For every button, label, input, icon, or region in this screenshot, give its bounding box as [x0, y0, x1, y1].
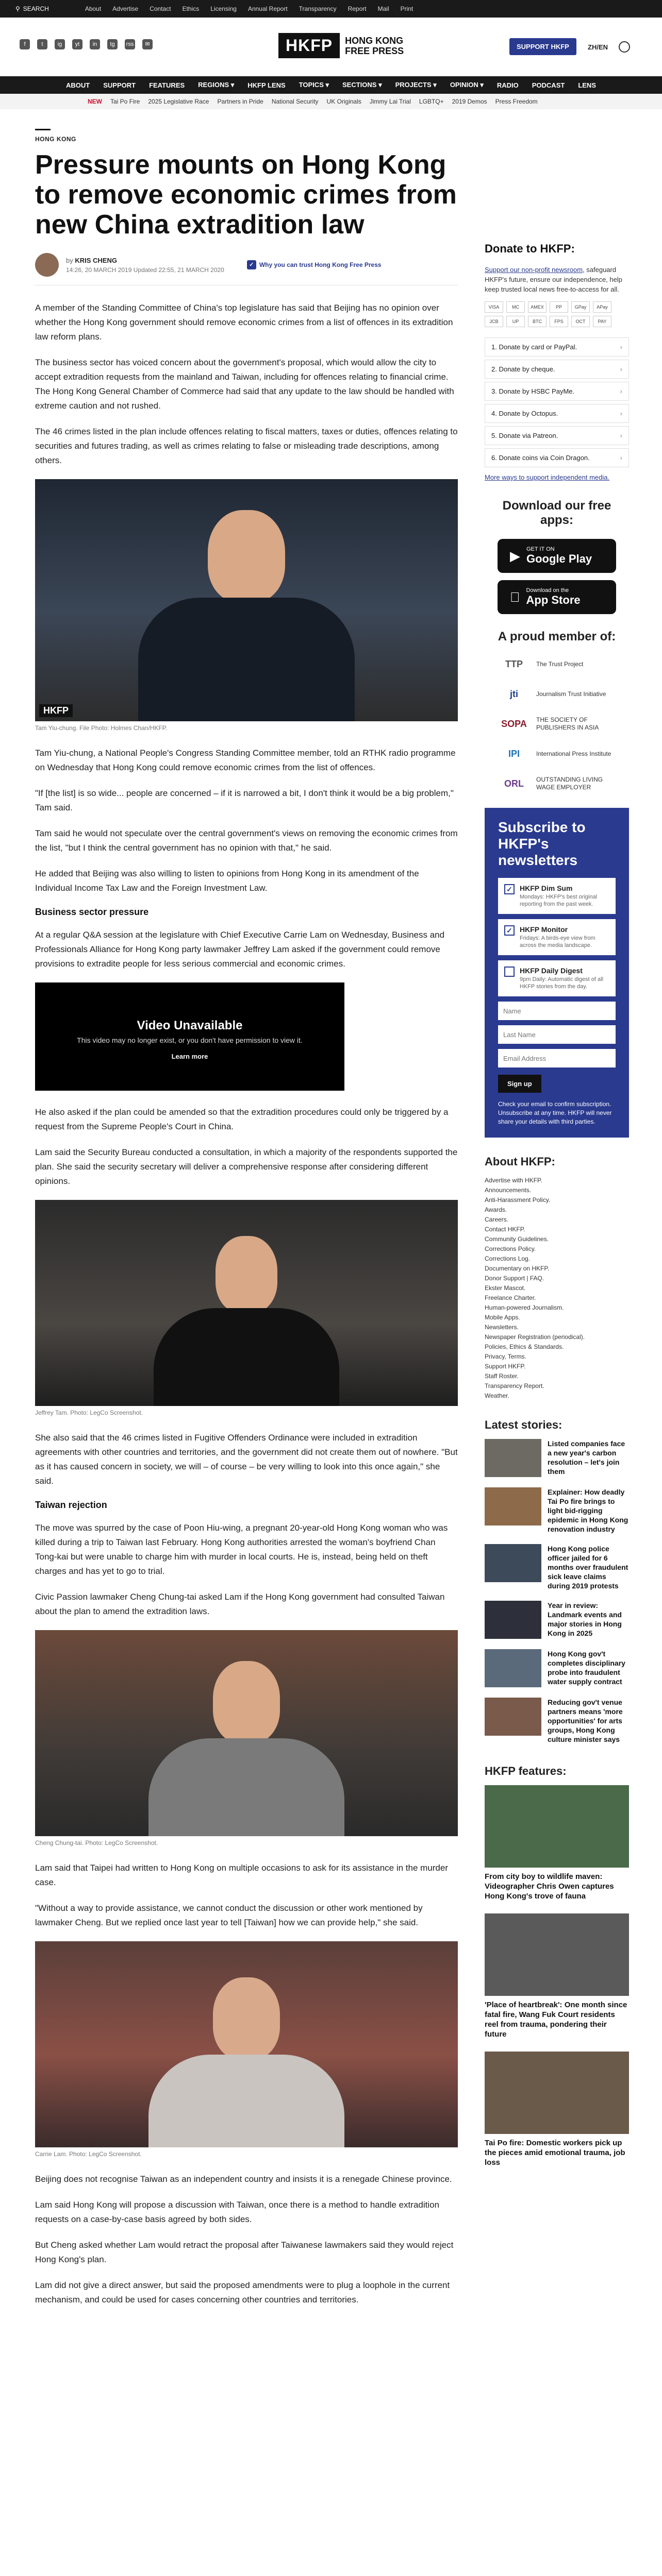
author-name[interactable]: KRIS CHENG [75, 256, 117, 264]
donate-option[interactable] [485, 426, 629, 445]
nav-item[interactable]: PROJECTS ▾ [395, 81, 437, 89]
story-title: Explainer: How deadly Tai Po fire brings to light bid-rigging epidemic in Hong Kong renovation industry [548, 1488, 628, 1533]
video-desc: This video may no longer exist, or you don't have permission to view it. [77, 1036, 303, 1044]
donate-option[interactable] [485, 382, 629, 401]
story-title: Hong Kong police officer jailed for 6 months over fraudulent sick leave claims during 2019 protests [548, 1545, 628, 1590]
trending-link[interactable]: Tai Po Fire [110, 98, 140, 105]
main-nav [0, 76, 662, 94]
payment-logos [485, 301, 629, 327]
google-play-button[interactable] [498, 539, 616, 573]
utility-link[interactable]: About [85, 5, 102, 12]
member-logo: TTP [505, 658, 523, 669]
payment-logo: PP [550, 301, 568, 313]
linkedin-icon[interactable]: in [90, 39, 100, 49]
utility-link[interactable]: Ethics [182, 5, 200, 12]
social-links [20, 39, 153, 49]
checkbox[interactable]: ✓ [504, 925, 515, 936]
photo-caption: Tam Yiu-chung. File Photo: Holmes Chan/HKFP. [35, 724, 168, 732]
about-link[interactable]: Human-powered Journalism. [485, 1304, 564, 1311]
trending-link[interactable]: 2019 Demos [452, 98, 487, 105]
person-body [148, 1738, 344, 1836]
account-icon[interactable] [619, 41, 630, 53]
logo-mark: HKFP [278, 33, 340, 58]
payment-logo: GPay [571, 301, 590, 313]
trending-link[interactable]: Partners in Pride [217, 98, 263, 105]
donate-option-label: 6. Donate coins via Coin Dragon. [491, 454, 590, 462]
member-name: The Trust Project [536, 660, 584, 668]
donate-option-label: 5. Donate via Patreon. [491, 432, 558, 439]
story-thumbnail [485, 1544, 541, 1582]
payment-logo: JCB [485, 316, 503, 327]
feature-title: 'Place of heartbreak': One month since fatal fire, Wang Fuk Court residents reel from trauma, pondering their future [485, 2001, 627, 2039]
email-field[interactable] [498, 1049, 616, 1067]
story-thumbnail [485, 1487, 541, 1526]
about-link[interactable]: Corrections Policy. [485, 1245, 536, 1252]
article-paragraph: "If [the list] is so wide... people are concerned – if it is narrowed a bit, I don't think it would be a big problem," Tam said. [35, 788, 454, 812]
article-paragraph: "Without a way to provide assistance, we cannot conduct the discussion or other work mentioned by lawmaker Cheng. But we replied once last year to tell [Taiwan] how we can provide help," she said. [35, 1903, 423, 1927]
app-store-button[interactable] [498, 580, 616, 614]
about-link[interactable]: Awards. [485, 1206, 507, 1213]
about-link[interactable]: Contact HKFP. [485, 1226, 525, 1233]
nav-item[interactable]: RADIO [496, 81, 519, 89]
language-toggle[interactable]: ZH/EN [588, 43, 608, 51]
new-badge: NEW [88, 98, 102, 105]
logo-words [345, 36, 404, 56]
name-field[interactable] [498, 1002, 616, 1020]
nav-item[interactable]: PODCAST [532, 81, 565, 89]
checkbox[interactable]: ✓ [504, 884, 515, 894]
utility-link[interactable]: Annual Report [247, 5, 288, 12]
site-logo[interactable] [278, 33, 404, 58]
about-link[interactable]: Documentary on HKFP. [485, 1265, 550, 1272]
about-link[interactable]: Corrections Log. [485, 1255, 531, 1262]
newsletter-title: Subscribe to HKFP's newsletters [498, 819, 586, 868]
story-thumbnail [485, 1698, 541, 1736]
story-thumbnail [485, 1439, 541, 1477]
feature-title: Tai Po fire: Domestic workers pick up the pieces amid emotional trauma, job loss [485, 2139, 625, 2167]
about-link[interactable]: Transparency Report. [485, 1382, 544, 1389]
payment-logo: VISA [485, 301, 503, 313]
search-icon: ⚲ [15, 5, 20, 12]
utility-link[interactable]: Licensing [210, 5, 237, 12]
article-category[interactable]: HONG KONG [35, 135, 76, 143]
trending-link[interactable]: 2025 Legislative Race [148, 98, 209, 105]
person-head [208, 510, 285, 603]
instagram-icon[interactable]: ig [55, 39, 65, 49]
article-paragraph: But Cheng asked whether Lam would retract the proposal after Taiwanese lawmakers said they would reject Hong Kong's plan. [35, 2240, 454, 2264]
chevron-right-icon: › [620, 432, 622, 439]
donate-text [485, 265, 629, 294]
about-link[interactable]: Advertise with HKFP. [485, 1177, 542, 1184]
trending-link[interactable]: LGBTQ+ [419, 98, 444, 105]
utility-link[interactable]: Contact [150, 5, 171, 12]
nav-item[interactable]: OPINION ▾ [450, 81, 484, 89]
utility-link[interactable]: Mail [377, 5, 389, 12]
nav-item[interactable]: HKFP LENS [247, 81, 286, 89]
newsletter-signup [485, 808, 629, 1138]
option-desc: Mondays: HKFP's best original reporting from the past week. [520, 894, 598, 907]
article-paragraph: She also said that the 46 crimes listed in Fugitive Offenders Ordinance were included in extradition agreements with other countries and territories, and the government did not create them out of nowhere. "But as it has caused concern in society, we will – of course – be very willing to look into this once again," she said. [35, 1433, 458, 1486]
article-paragraph: The business sector has voiced concern about the government's proposal, which would allow the city to accept extradition requests from the mainland and Taiwan, including for offences relating to financial crime. The Hong Kong General Chamber of Commerce had said that any update to the law should be handled with extreme caution and not rushed. [35, 358, 454, 411]
trending-link[interactable]: Press Freedom [495, 98, 538, 105]
about-link[interactable]: Staff Roster. [485, 1372, 519, 1380]
latest-story[interactable] [485, 1601, 629, 1639]
feature-image [485, 2052, 629, 2134]
latest-story[interactable] [485, 1544, 629, 1590]
newsletter-option[interactable] [498, 960, 616, 996]
apple-icon [510, 589, 520, 605]
member-org[interactable] [485, 685, 629, 703]
video-title: Video Unavailable [137, 1019, 243, 1032]
latest-story[interactable] [485, 1487, 629, 1534]
story-thumbnail [485, 1649, 541, 1687]
about-link[interactable]: Newspaper Registration (periodical). [485, 1333, 585, 1341]
person-head [216, 1236, 277, 1313]
article [35, 129, 458, 2318]
newsletter-note: Check your email to confirm subscription. Unsubscribe at any time. HKFP will never share your details with third parties. [498, 1100, 612, 1125]
photo-caption: Carrie Lam. Photo: LegCo Screenshot. [35, 2150, 142, 2158]
member-org[interactable] [485, 655, 629, 673]
feature-story[interactable] [485, 1913, 629, 2039]
article-figure [35, 479, 458, 732]
latest-title: Latest stories: [485, 1418, 562, 1431]
video-learn-more[interactable]: Learn more [171, 1053, 208, 1060]
article-subhead: Business sector pressure [35, 907, 149, 917]
member-org[interactable] [485, 745, 629, 762]
donate-option-label: 4. Donate by Octopus. [491, 410, 558, 417]
member-logo: jti [510, 688, 518, 699]
last-name-field[interactable] [498, 1025, 616, 1044]
byline-prefix: by [66, 256, 73, 264]
store-big: App Store [516, 594, 571, 606]
story-thumbnail [485, 1601, 541, 1639]
nav-item[interactable]: SUPPORT [103, 81, 136, 89]
article-paragraph: Lam did not give a direct answer, but said the proposed amendments were to plug a loophole in the current mechanism, and could be used for cases concerning other countries and territories. [35, 2280, 450, 2304]
payment-logo: PAY [593, 316, 611, 327]
donate-option-label: 3. Donate by HSBC PayMe. [491, 387, 575, 395]
nav-item[interactable]: FEATURES [149, 81, 185, 89]
about-link[interactable]: Anti-Harassment Policy. [485, 1196, 551, 1204]
donate-option[interactable] [485, 448, 629, 467]
photo-cheng-chung-tai[interactable] [35, 1630, 458, 1836]
option-title: HKFP Daily Digest [520, 967, 583, 975]
nav-item[interactable]: SECTIONS ▾ [342, 81, 382, 89]
about-link[interactable]: Donor Support | FAQ. [485, 1275, 544, 1282]
nav-item[interactable]: LENS [578, 81, 596, 89]
signup-button[interactable]: Sign up [498, 1075, 541, 1093]
article-paragraph: Beijing does not recognise Taiwan as an independent country and insists it is a renegade Chinese province. [35, 2174, 452, 2184]
nav-item[interactable]: REGIONS ▾ [198, 81, 235, 89]
story-title: Reducing gov't venue partners means 'more opportunities' for arts groups, Hong Kong culture minister says [548, 1698, 623, 1743]
payment-logo: MC [506, 301, 525, 313]
feature-story[interactable] [485, 1785, 629, 1901]
rss-icon[interactable]: rss [125, 39, 135, 49]
payment-logo: AMEX [528, 301, 547, 313]
trending-bar [0, 94, 662, 109]
about-link[interactable]: Community Guidelines. [485, 1235, 549, 1243]
article-headline: Pressure mounts on Hong Kong to remove economic crimes from new China extradition law [35, 150, 457, 240]
article-paragraph: A member of the Standing Committee of China's top legislature has said that Beijing has no opinion over whether the Hong Kong government should remove economic crimes from a list of offences in its extradition law reform plans. [35, 303, 453, 342]
donate-option[interactable] [485, 337, 629, 357]
latest-story[interactable] [485, 1649, 629, 1687]
person-body [138, 598, 355, 721]
photo-caption: Jeffrey Tam. Photo: LegCo Screenshot. [35, 1409, 143, 1416]
article-subhead: Taiwan rejection [35, 1500, 107, 1510]
article-paragraph: Tam Yiu-chung, a National People's Congress Standing Committee member, told an RTHK radio programme on Wednesday that Hong Kong could remove economic crimes from the list of offences. [35, 748, 456, 772]
person-silhouette [154, 1236, 339, 1406]
utility-link[interactable]: Print [400, 5, 413, 12]
utility-links [85, 5, 413, 12]
payment-logo: APay [593, 301, 611, 313]
story-title: Year in review: Landmark events and major stories in Hong Kong in 2025 [548, 1601, 622, 1637]
about-link[interactable]: Careers. [485, 1216, 509, 1223]
story-title: Hong Kong gov't completes disciplinary probe into fraudulent water supply contract [548, 1650, 625, 1686]
mail-icon[interactable]: ✉ [142, 39, 153, 49]
article-paragraph: Lam said that Taipei had written to Hong Kong on multiple occasions to ask for its assistance in the murder case. [35, 1863, 449, 1887]
article-paragraph: Lam said Hong Kong will propose a discussion with Taiwan, once there is a method to handle extradition requests on a case-by-case basis agreed by both sides. [35, 2200, 440, 2224]
photo-carrie-lam[interactable] [35, 1941, 458, 2147]
logo-line: FREE PRESS [345, 45, 404, 56]
donate-text-body: , safeguard HKFP's future, ensure our independence, help keep trusted local news free-to-access for all. [485, 266, 622, 293]
video-embed[interactable] [35, 982, 344, 1091]
payment-logo: OCT [571, 316, 590, 327]
member-name: International Press Institute [536, 750, 611, 757]
article-paragraph: The move was spurred by the case of Poon Hiu-wing, a pregnant 20-year-old Hong Kong woman who was killed during a trip to Taiwan last February. Hong Kong authorities arrested the woman's boyfriend Chan Tong-kai but were unable to charge him with murder in local courts. He is, instead, being held on theft charges and has yet to go to trial. [35, 1523, 448, 1576]
chevron-right-icon: › [620, 343, 622, 351]
photo-jeffrey-lam[interactable] [35, 1200, 458, 1406]
option-desc: 9pm Daily: Automatic digest of all HKFP stories from the day. [520, 976, 604, 990]
author-avatar[interactable] [35, 253, 59, 277]
checkbox[interactable] [504, 967, 515, 977]
member-title: A proud member of: [498, 630, 616, 643]
more-ways-link[interactable]: More ways to support independent media. [485, 473, 610, 481]
about-link[interactable]: Freelance Charter. [485, 1294, 536, 1301]
about-link[interactable]: Privacy, Terms. [485, 1353, 526, 1360]
article-paragraph: Lam said the Security Bureau conducted a consultation, in which a majority of the respondents supported the plan. She said the security secretary will deliver a comprehensive response after considering different opinions. [35, 1147, 458, 1186]
logo-line: HONG KONG [345, 35, 404, 46]
byline [66, 257, 224, 274]
utility-link[interactable]: Report [347, 5, 367, 12]
features-title: HKFP features: [485, 1765, 567, 1777]
article-paragraph: The 46 crimes listed in the plan include offences relating to fiscal matters, taxes or duties, offences relating to securities and futures trading, as well as crimes relating to false or misleading trade descriptions, among others. [35, 427, 458, 465]
member-logo: ORL [504, 778, 524, 789]
member-org[interactable] [485, 775, 629, 792]
telegram-icon[interactable]: tg [107, 39, 118, 49]
latest-story[interactable] [485, 1698, 629, 1744]
member-name: Journalism Trust Initiative [536, 690, 606, 698]
member-logo: SOPA [501, 718, 527, 729]
donate-option-label: 2. Donate by cheque. [491, 365, 555, 373]
nav-item[interactable]: TOPICS ▾ [299, 81, 329, 89]
person-silhouette [138, 510, 355, 721]
latest-story[interactable] [485, 1439, 629, 1477]
nav-item[interactable]: ABOUT [66, 81, 90, 89]
utility-link[interactable]: Advertise [112, 5, 139, 12]
store-big: Google Play [526, 552, 592, 565]
photo-tam-yiu-chung[interactable] [35, 479, 458, 721]
search-button[interactable]: ⚲ SEARCH [15, 5, 49, 12]
payment-logo: BTC [528, 316, 547, 327]
about-link[interactable]: Mobile Apps. [485, 1314, 520, 1321]
article-figure [35, 1941, 458, 2158]
trust-label: Why you can trust Hong Kong Free Press [259, 261, 382, 268]
shield-check-icon: ✓ [247, 260, 256, 269]
byline-row [35, 253, 458, 285]
article-paragraph: He added that Beijing was also willing to listen to opinions from Hong Kong in its amendment of the Individual Income Tax Law and the Foreign Investment Law. [35, 869, 419, 893]
member-org[interactable] [485, 715, 629, 733]
chevron-right-icon: › [620, 365, 622, 373]
store-small: GET IT ON [526, 546, 555, 552]
person-silhouette [148, 1661, 344, 1836]
trending-link[interactable]: National Security [271, 98, 319, 105]
photo-caption: Cheng Chung-tai. Photo: LegCo Screenshot. [35, 1839, 158, 1846]
about-link[interactable]: Ekster Mascot. [485, 1284, 526, 1292]
article-paragraph: At a regular Q&A session at the legislature with Chief Executive Carrie Lam on Wednesday, Business and Professionals Alliance for Hong Kong party lawmaker Jeffrey Lam asked if the government could remove provisions to extradite people for less serious commercial and economic crimes. [35, 930, 445, 969]
payment-logo: UP [506, 316, 525, 327]
payment-logo: FPS [550, 316, 568, 327]
about-link[interactable]: Policies, Ethics & Standards. [485, 1343, 564, 1350]
donate-title: Donate to HKFP: [485, 242, 575, 255]
feature-title: From city boy to wildlife maven: Videographer Chris Owen captures Hong Kong's trove of fauna [485, 1872, 614, 1901]
newsletter-option[interactable] [498, 878, 616, 914]
x-icon[interactable]: t [37, 39, 47, 49]
about-title: About HKFP: [485, 1155, 555, 1168]
about-link[interactable]: Announcements. [485, 1187, 532, 1194]
donate-link[interactable]: Support our non-profit newsroom [485, 266, 583, 274]
article-paragraph: He also asked if the plan could be amended so that the extradition procedures could only be triggered by a request from the Supreme People's Court in China. [35, 1107, 449, 1131]
story-title: Listed companies face a new year's carbon resolution – let's join them [548, 1439, 625, 1476]
donate-option[interactable] [485, 360, 629, 379]
feature-story[interactable] [485, 2052, 629, 2167]
article-figure [35, 1200, 458, 1416]
trending-link[interactable]: Jimmy Lai Trial [369, 98, 411, 105]
option-desc: Fridays: A birds-eye view from across the media landscape. [520, 935, 595, 948]
feature-image [485, 1913, 629, 1996]
about-link[interactable]: Newsletters. [485, 1324, 519, 1331]
support-button[interactable]: SUPPORT HKFP [509, 38, 576, 55]
kicker-rule [35, 129, 51, 130]
person-body [148, 2055, 344, 2147]
utility-bar [0, 0, 662, 18]
donate-option-label: 1. Donate by card or PayPal. [491, 343, 577, 351]
trending-link[interactable]: UK Originals [326, 98, 361, 105]
sidebar [485, 242, 629, 2180]
chevron-right-icon: › [620, 387, 622, 395]
article-figure [35, 1630, 458, 1846]
feature-image [485, 1785, 629, 1868]
donate-option[interactable] [485, 404, 629, 423]
article-paragraph: Civic Passion lawmaker Cheng Chung-tai asked Lam if the Hong Kong government had consulted Taiwan about the plan to amend the extradition laws. [35, 1592, 445, 1616]
about-link[interactable]: Weather. [485, 1392, 509, 1399]
article-paragraph: Tam said he would not speculate over the central government's views on removing the economic crimes from the list, "but I think the central government has no opinion with that," he said. [35, 828, 458, 853]
chevron-right-icon: › [620, 410, 622, 417]
person-body [154, 1308, 339, 1406]
trust-link[interactable] [247, 260, 382, 269]
member-name: OUTSTANDING LIVING WAGE EMPLOYER [536, 776, 603, 791]
apps-title: Download our free apps: [502, 499, 611, 527]
store-small: Download on the [516, 587, 559, 594]
member-name: THE SOCIETY OF PUBLISHERS IN ASIA [536, 716, 599, 731]
youtube-icon[interactable]: yt [72, 39, 82, 49]
facebook-icon[interactable]: f [20, 39, 30, 49]
newsletter-option[interactable] [498, 919, 616, 955]
about-link[interactable]: Support HKFP. [485, 1363, 526, 1370]
person-silhouette [148, 1977, 344, 2147]
utility-link[interactable]: Transparency [299, 5, 337, 12]
chevron-right-icon: › [620, 454, 622, 462]
hkfp-watermark: HKFP [39, 704, 73, 717]
person-head [213, 1977, 280, 2060]
about-list [485, 1176, 629, 1401]
person-head [213, 1661, 280, 1743]
article-dates: 14:26, 20 MARCH 2019 Updated 22:55, 21 MARCH 2020 [66, 266, 224, 274]
option-title: HKFP Monitor [520, 925, 568, 934]
member-logo: IPI [508, 748, 520, 759]
google-play-icon: ▶ [510, 548, 520, 564]
brand-header [0, 18, 662, 76]
option-title: HKFP Dim Sum [520, 884, 573, 892]
